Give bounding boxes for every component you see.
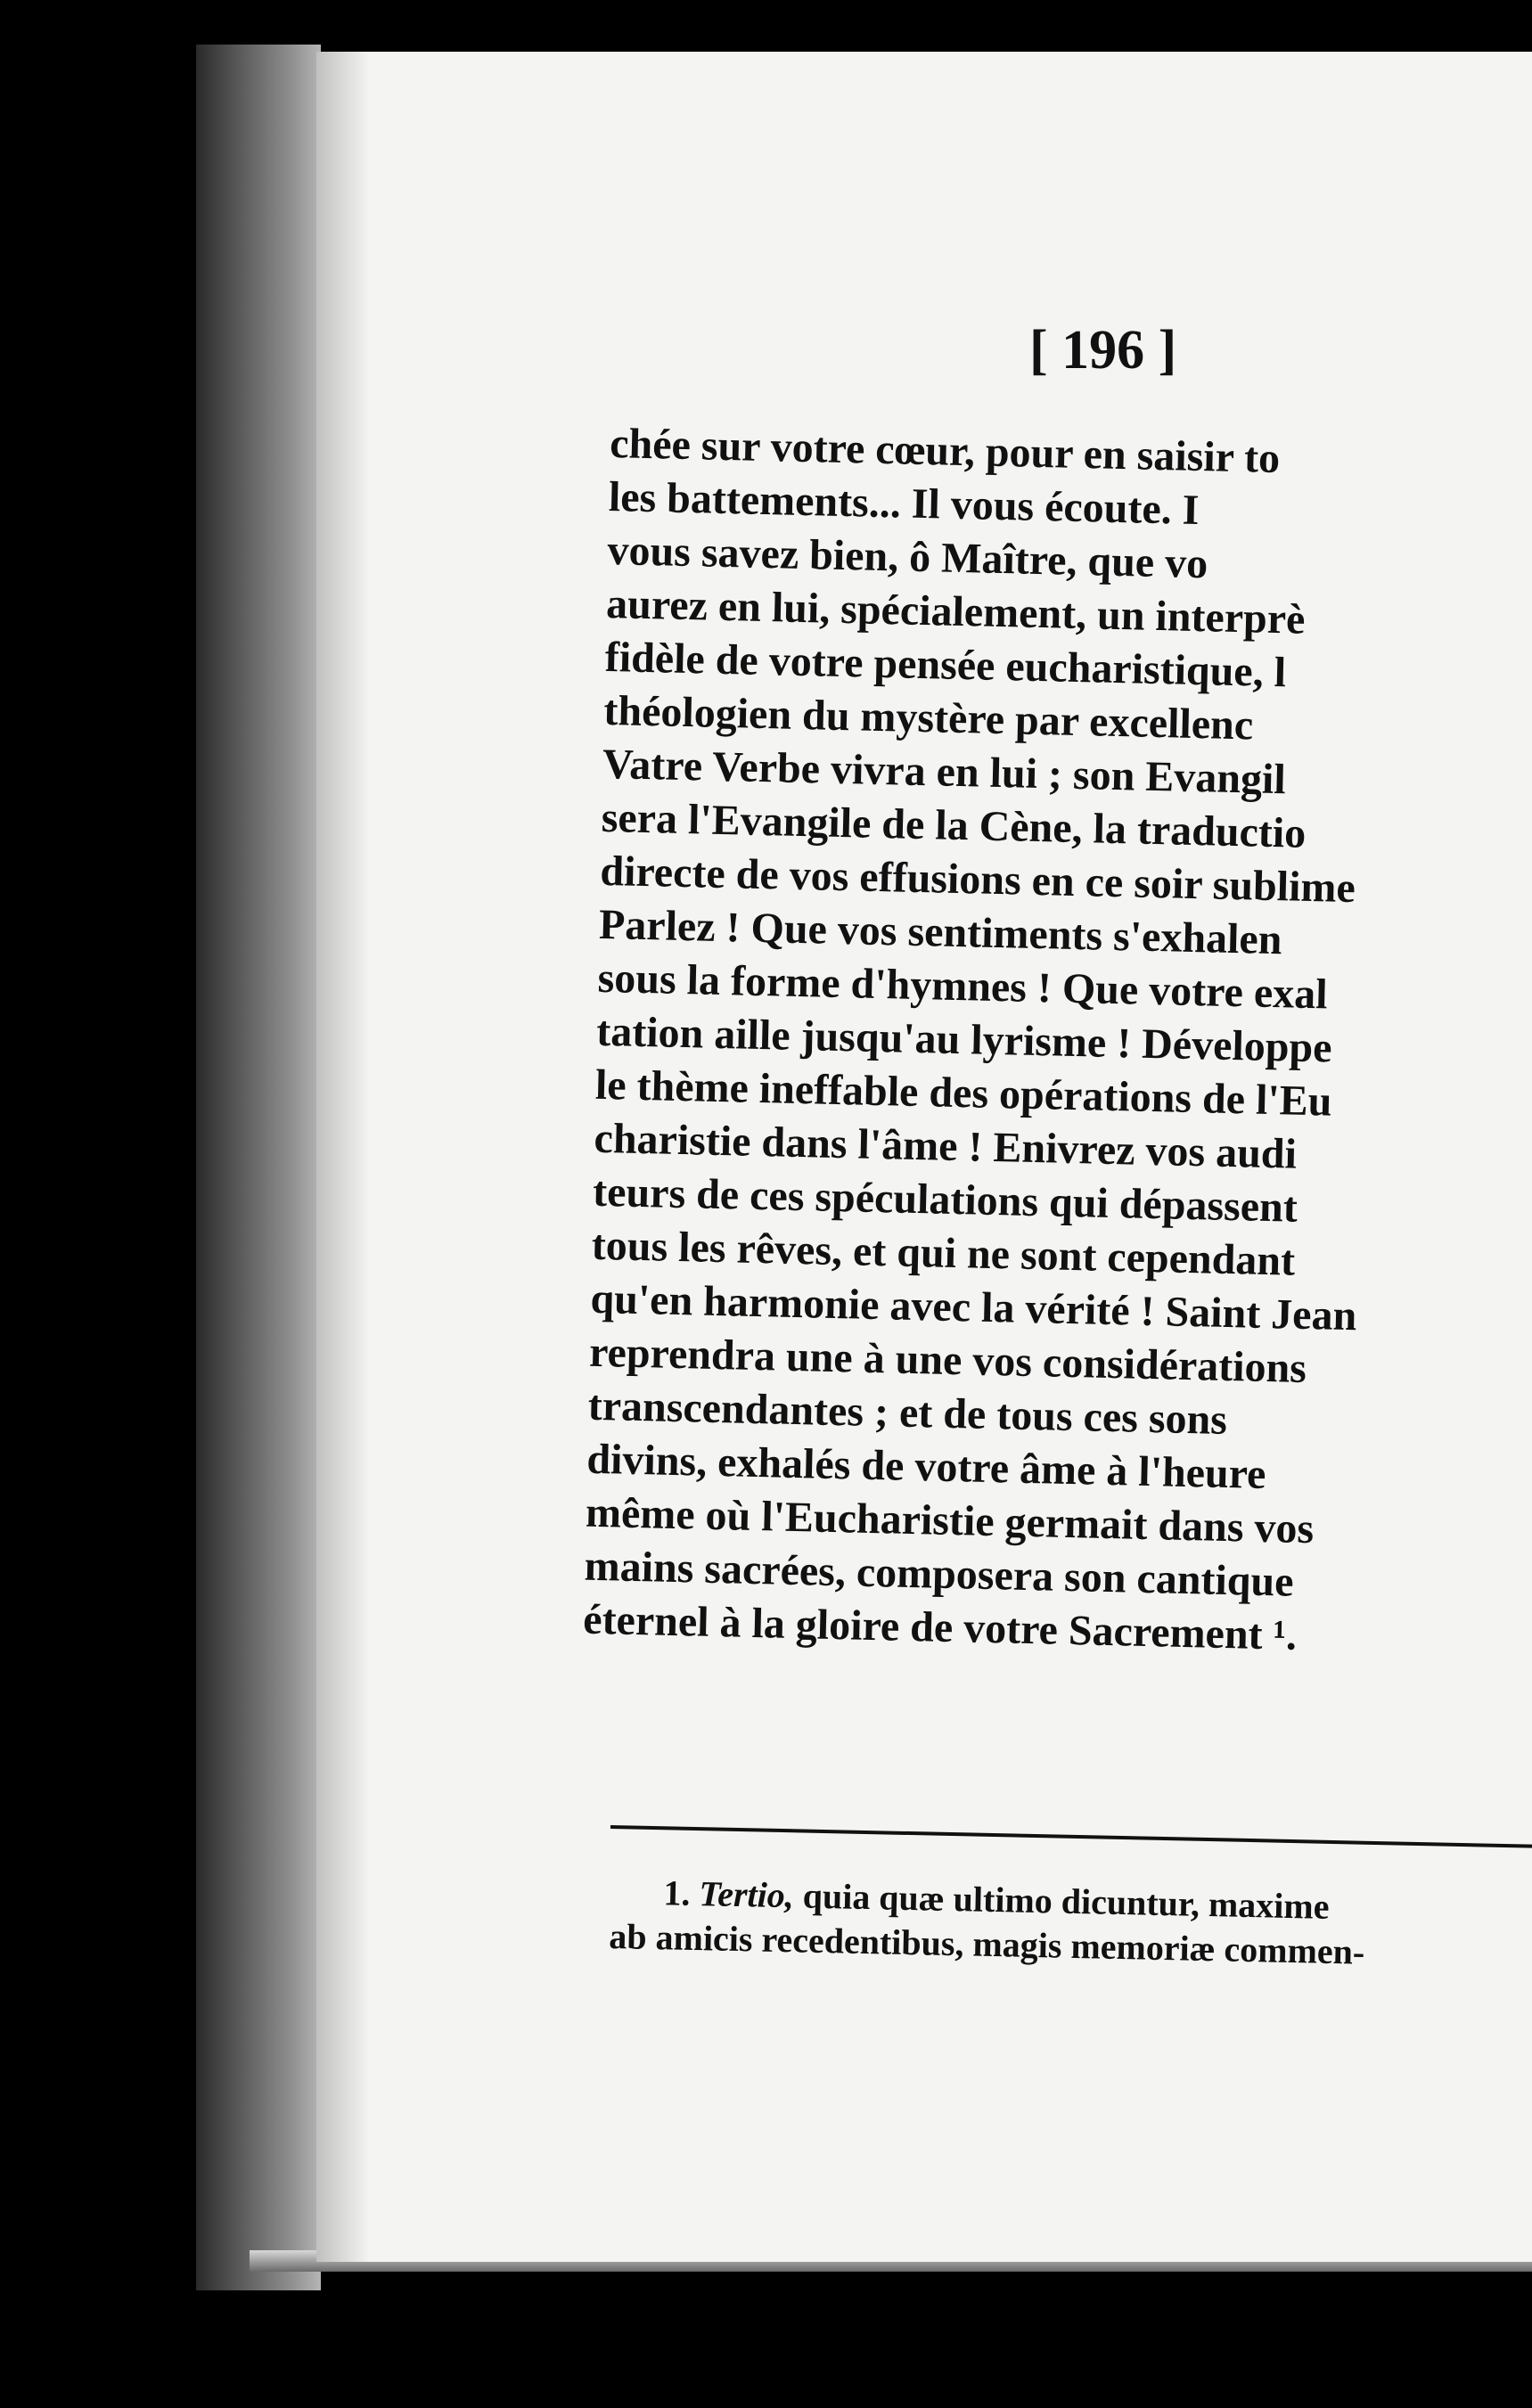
text-line: directe de vos effusions en ce soir sublime [599, 847, 1356, 913]
text-line: les battements... Il vous écoute. I [608, 472, 1200, 535]
text-line: mains sacrées, composera son cantique [584, 1542, 1295, 1606]
text-line: sera l'Evangile de la Cène, la traductio [601, 793, 1307, 857]
text-line: Parlez ! Que vos sentiments s'exhalen [598, 900, 1283, 964]
text-line: sous la forme d'hymnes ! Que votre exal [597, 954, 1329, 1019]
text-line: charistie dans l'âme ! Enivrez vos audi [594, 1114, 1298, 1178]
footnote-italic-word: Tertio, [698, 1873, 795, 1916]
book-page [316, 52, 1532, 2262]
footnote-line-1-text: quia quæ ultimo dicuntur, maxime [793, 1875, 1330, 1927]
text-line: éternel à la gloire de votre Sacrement ¹. [582, 1595, 1298, 1659]
footnote-number: 1. [663, 1872, 691, 1913]
body-text [583, 417, 1532, 1668]
text-line: aurez en lui, spécialement, un interprè [605, 579, 1307, 643]
page-number: [ 196 ] [1029, 320, 1177, 381]
footnote [609, 1870, 1532, 1979]
text-line: tous les rêves, et qui ne sont cependant [591, 1221, 1296, 1285]
text-line: théologien du mystère par excellenc [602, 686, 1254, 749]
text-line: reprendra une à une vos considérations [588, 1328, 1307, 1392]
text-line: fidèle de votre pensée eucharistique, l [604, 633, 1287, 697]
text-line: transcendantes ; et de tous ces sons [587, 1381, 1228, 1444]
text-line: qu'en harmonie avec la vérité ! Saint Jean [589, 1274, 1357, 1340]
text-line: même où l'Eucharistie germait dans vos [585, 1488, 1315, 1553]
text-line: tation aille jusqu'au lyrisme ! Développe [595, 1007, 1333, 1072]
page-shadow [316, 52, 370, 2262]
text-line: Vatre Verbe vivra en lui ; son Evangil [602, 740, 1287, 804]
footnote-rule [610, 1825, 1532, 1848]
text-line: vous savez bien, ô Maître, que vo [607, 526, 1208, 588]
text-line: divins, exhalés de votre âme à l'heure [586, 1435, 1267, 1498]
text-line: le thème ineffable des opérations de l'Eu [594, 1061, 1333, 1126]
footnote-line-2: ab amicis recedentibus, magis memoriæ commen- [608, 1915, 1365, 1972]
book-gutter [196, 45, 321, 2290]
text-line: teurs de ces spéculations qui dépassent [592, 1167, 1299, 1232]
text-line: chée sur votre cœur, pour en saisir to [609, 419, 1281, 483]
